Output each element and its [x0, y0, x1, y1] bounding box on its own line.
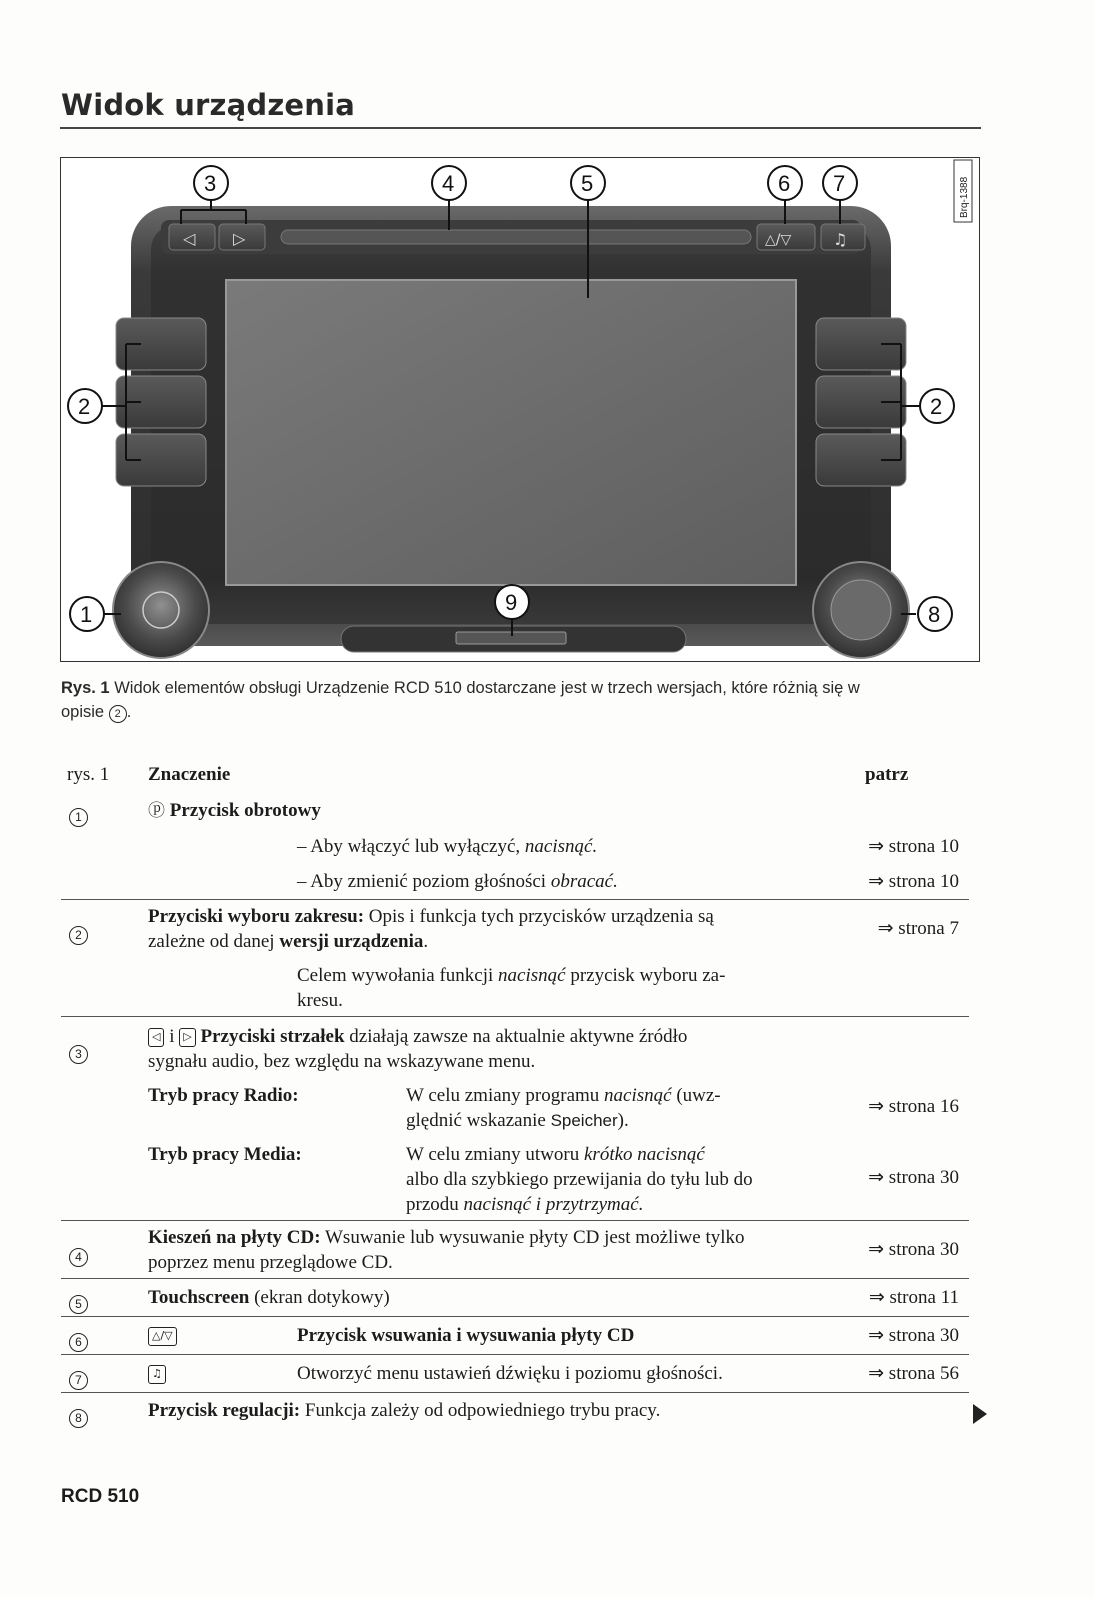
row-5-key: 5: [69, 1291, 109, 1316]
header-fig: rys. 1: [67, 764, 110, 785]
callout-8: 8: [928, 602, 941, 627]
caption-text-1: Widok elementów obsługi Urządzenie RCD 510 dostarczane jest w trzech wersjach, które różnią się w: [114, 679, 860, 697]
callout-2-right: 2: [930, 394, 943, 419]
rule-2: [61, 1016, 969, 1017]
callout-4: 4: [442, 171, 455, 196]
eject-button-icon: △/▽: [148, 1327, 177, 1346]
device-illustration: [61, 158, 980, 662]
caption-text-2: opisie: [61, 703, 105, 721]
row-1-title: ⓟ Przycisk obrotowy: [148, 800, 321, 821]
row-8-key: 8: [69, 1405, 109, 1430]
row-6-ref: ⇒ strona 30: [868, 1325, 959, 1346]
arrow-left-icon: ◁: [148, 1028, 164, 1047]
continue-arrow-icon: [973, 1404, 987, 1424]
callout-3: 3: [204, 171, 217, 196]
mode-radio-ref: ⇒ strona 16: [868, 1096, 959, 1117]
row-7-key: 7: [69, 1367, 109, 1392]
power-icon: ⓟ: [148, 801, 165, 821]
row-2-sub: Celem wywołania funkcji nacisnąć przycisk wyboru za- kresu.: [297, 965, 726, 1011]
row-4-text: Kieszeń na płyty CD: Wsuwanie lub wysuwanie płyty CD jest możliwe tylko poprzez menu przeglądowe CD.: [148, 1227, 745, 1273]
row-2-text: Przyciski wyboru zakresu: Opis i funkcja tych przycisków urządzenia są zależne od danej wersji urządzenia.: [148, 906, 714, 952]
row-4-key: 4: [69, 1244, 109, 1269]
row-1-sub-2-ref: ⇒ strona 10: [868, 871, 959, 892]
callout-2-left: 2: [78, 394, 91, 419]
mode-radio-label: Tryb pracy Radio:: [148, 1085, 299, 1106]
touchscreen-shape: [226, 280, 796, 585]
sound-button-icon: ♫: [148, 1365, 166, 1384]
row-2-key: 2: [69, 922, 109, 947]
sound-icon: ♫: [833, 230, 848, 249]
rule-1: [61, 899, 969, 900]
mode-media-label: Tryb pracy Media:: [148, 1144, 302, 1165]
cd-slot-icon: [281, 230, 751, 244]
rule-4: [61, 1278, 969, 1279]
device-figure: [60, 157, 980, 662]
eject-icon: △/▽: [765, 232, 792, 248]
row-5-ref: ⇒ strona 11: [868, 1287, 959, 1308]
callout-1: 1: [80, 602, 93, 627]
callout-6: 6: [778, 171, 791, 196]
page-title: Widok urządzenia: [61, 88, 356, 122]
row-1-sub-1: – Aby włączyć lub wyłączyć, nacisnąć.: [297, 836, 598, 857]
rule-3: [61, 1220, 969, 1221]
row-3-key: 3: [69, 1041, 109, 1066]
row-6-text: Przycisk wsuwania i wysuwania płyty CD: [297, 1325, 635, 1346]
rotary-knob-left: [113, 562, 209, 658]
header-meaning: Znaczenie: [148, 764, 231, 785]
rule-6: [61, 1354, 969, 1355]
mode-media-text: W celu zmiany utworu krótko nacisnąć albo dla szybkiego przewijania do tyłu lub do przodu nacisnąć i przytrzymać.: [406, 1144, 753, 1215]
callout-9: 9: [505, 590, 518, 615]
prev-arrow-icon: ◁: [183, 229, 196, 248]
callout-7: 7: [833, 171, 846, 196]
header-see: patrz: [865, 764, 909, 785]
callout-5: 5: [581, 171, 594, 196]
mode-media-ref: ⇒ strona 30: [868, 1167, 959, 1188]
caption-tail: .: [126, 703, 132, 721]
rotary-knob-right-inner: [831, 580, 891, 640]
figure-ref-code: Brq-1388: [959, 176, 970, 218]
arrow-right-icon: ▷: [179, 1028, 195, 1047]
caption-label: Rys. 1: [61, 679, 110, 697]
row-2-ref: ⇒ strona 7: [877, 918, 959, 939]
caption-ref-circle: 2: [109, 705, 127, 723]
row-7-ref: ⇒ strona 56: [868, 1363, 959, 1384]
rule-5: [61, 1316, 969, 1317]
row-7-text: Otworzyć menu ustawień dźwięku i poziomu głośności.: [297, 1363, 723, 1384]
row-6-key: 6: [69, 1329, 109, 1354]
page-footer: RCD 510: [61, 1486, 140, 1507]
mode-radio-text: W celu zmiany programu nacisnąć (uwz- ględnić wskazanie Speicher).: [406, 1085, 721, 1131]
rule-7: [61, 1392, 969, 1393]
row-4-ref: ⇒ strona 30: [868, 1239, 959, 1260]
row-1-sub-1-ref: ⇒ strona 10: [868, 836, 959, 857]
row-3-text: ◁ i ▷ Przyciski strzałek działają zawsze na aktualnie aktywne źródło sygnału audio, bez względu na wskazywane menu.: [148, 1026, 688, 1072]
row-5-text: Touchscreen (ekran dotykowy): [148, 1287, 390, 1308]
figure-caption: [61, 676, 971, 724]
row-7-icon-wrap: [148, 1361, 166, 1386]
title-rule: [60, 127, 981, 129]
next-arrow-icon: ▷: [233, 229, 246, 248]
row-1-sub-2: – Aby zmienić poziom głośności obracać.: [297, 871, 618, 892]
row-8-text: Przycisk regulacji: Funkcja zależy od odpowiedniego trybu pracy.: [148, 1400, 661, 1421]
row-1-key: 1: [69, 804, 109, 829]
row-6-icon-wrap: [148, 1323, 177, 1348]
